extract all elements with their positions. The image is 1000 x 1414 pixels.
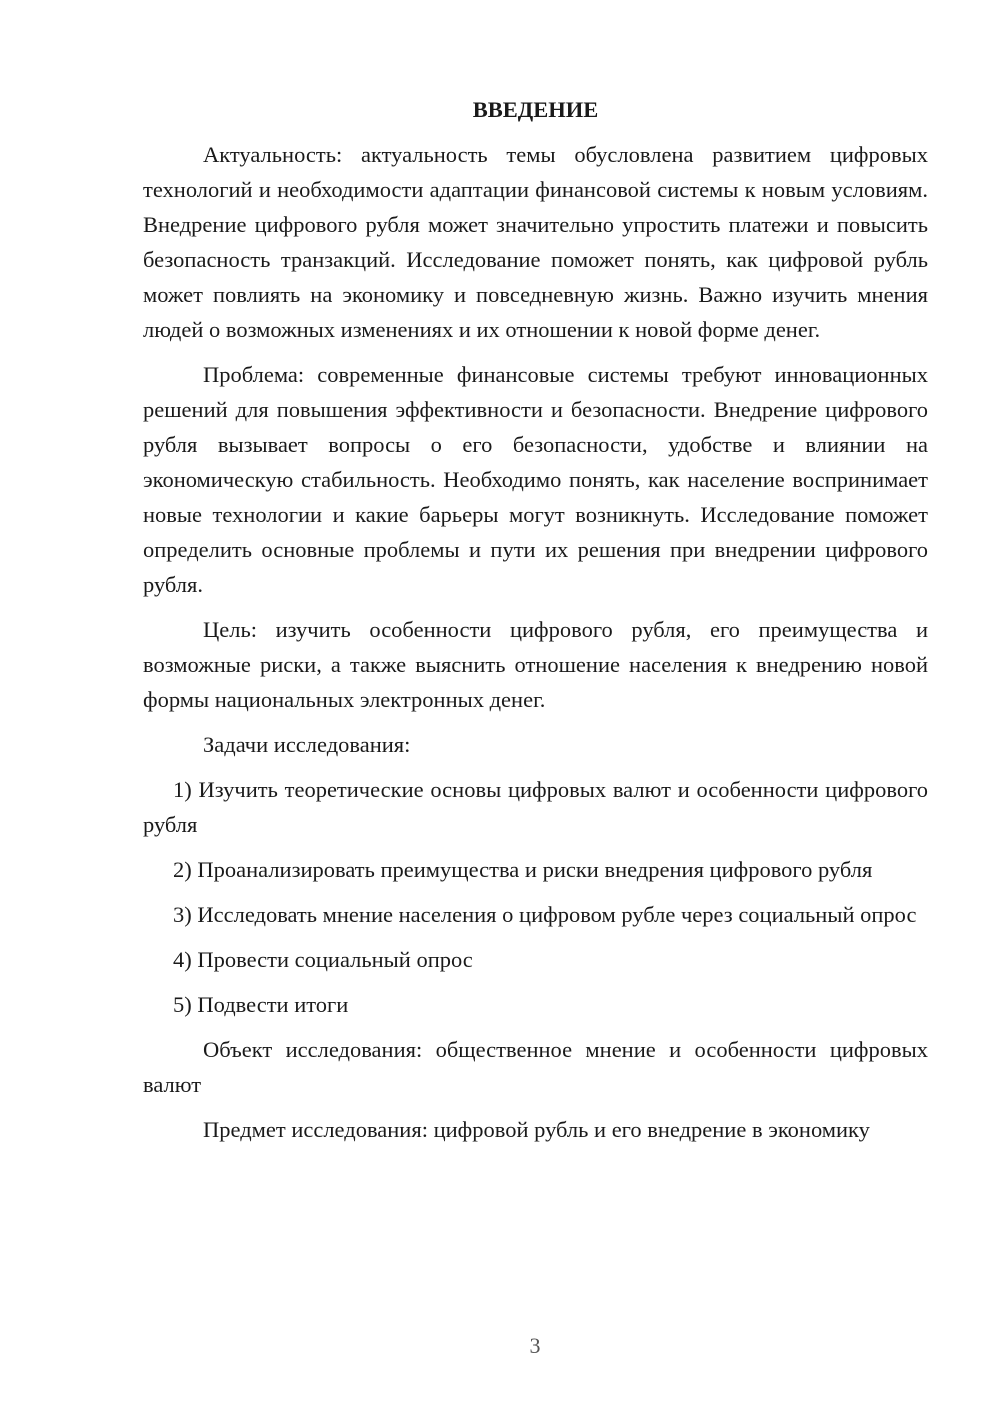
page-number: 3 (529, 1333, 541, 1358)
paragraph-relevance: Актуальность: актуальность темы обусловлена развитием цифровых технологий и необходимости адаптации финансовой системы к новым условиям. Внедрение цифрового рубля может значительно упростить платежи и повысить безопасность транзакций. Исследование поможет понять, как цифровой рубль может повлиять на экономику и повседневную жизнь. Важно изучить мнения людей о возможных изменениях и их отношении к новой форме денег. (143, 142, 928, 342)
document-page (143, 92, 928, 1157)
task-item: 4) Провести социальный опрос (173, 947, 473, 972)
section-title: ВВЕДЕНИЕ (472, 97, 599, 122)
tasks-list (143, 772, 928, 1022)
tasks-heading: Задачи исследования: (203, 732, 411, 757)
paragraph-problem: Проблема: современные финансовые системы требуют инновационных решений для повышения эффективности и безопасности. Внедрение цифрового рубля вызывает вопросы о его безопасности, удобстве и влиянии на экономическую стабильность. Необходимо понять, как население воспринимает новые технологии и какие барьеры могут возникнуть. Исследование поможет определить основные проблемы и пути их решения при внедрении цифрового рубля. (143, 362, 928, 597)
paragraph-object: Объект исследования: общественное мнение и особенности цифровых валют (143, 1037, 928, 1097)
task-item: 5) Подвести итоги (173, 992, 349, 1017)
paragraph-subject: Предмет исследования: цифровой рубль и его внедрение в экономику (203, 1117, 870, 1142)
task-item: 3) Исследовать мнение населения о цифровом рубле через социальный опрос (173, 902, 917, 927)
paragraph-goal: Цель: изучить особенности цифрового рубля, его преимущества и возможные риски, а также выяснить отношение населения к внедрению новой формы национальных электронных денег. (143, 617, 928, 712)
task-item: 1) Изучить теоретические основы цифровых валют и особенности цифрового рубля (143, 777, 928, 837)
task-item: 2) Проанализировать преимущества и риски внедрения цифрового рубля (173, 857, 873, 882)
